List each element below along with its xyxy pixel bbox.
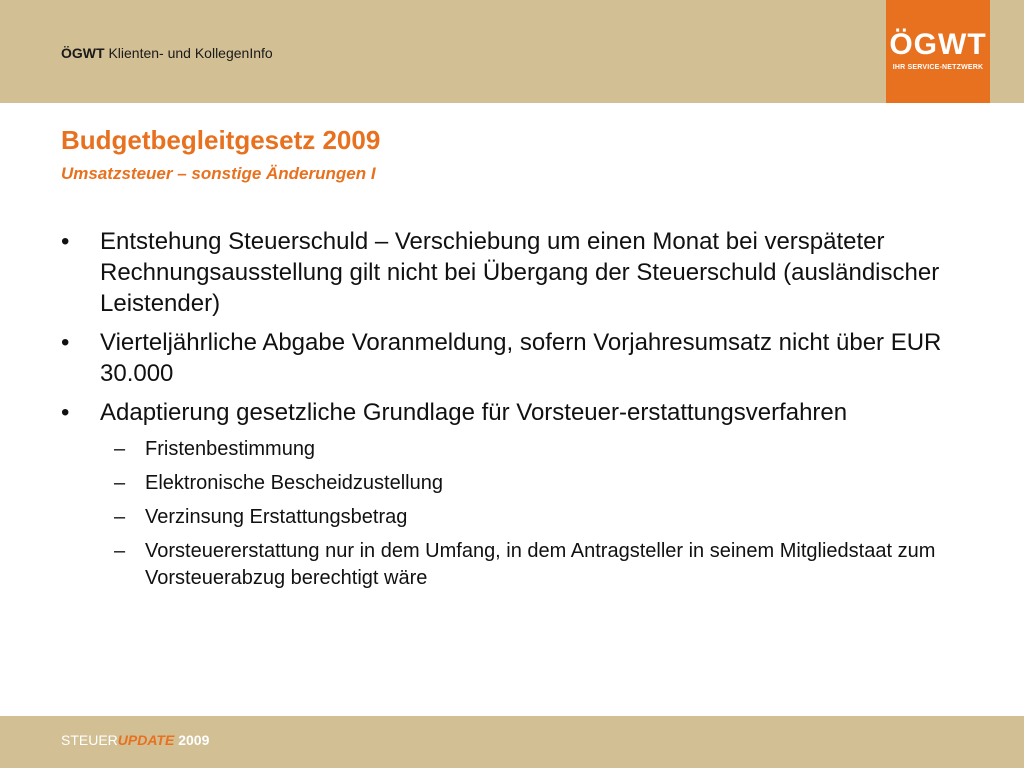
bullet-text: Adaptierung gesetzliche Grundlage für Vorsteuer-erstattungsverfahren bbox=[100, 399, 848, 426]
logo-sub-text: IHR SERVICE-NETZWERK bbox=[892, 64, 984, 71]
footer-part-steuer: STEUER bbox=[61, 732, 118, 748]
sub-marker: – bbox=[114, 506, 126, 528]
bullet-text: Vierteljährliche Abgabe Voranmeldung, sofern Vorjahresumsatz nicht über EUR 30.000 bbox=[100, 329, 942, 387]
sub-marker: – bbox=[114, 438, 126, 460]
bullet-item bbox=[61, 327, 981, 389]
sub-text: Fristenbestimmung bbox=[145, 438, 316, 460]
slide-subtitle: Umsatzsteuer – sonstige Änderungen I bbox=[61, 164, 376, 183]
slide-title: Budgetbegleitgesetz 2009 bbox=[61, 125, 381, 155]
sub-item bbox=[61, 436, 981, 463]
bullet-item bbox=[61, 397, 981, 428]
footer-part-update: UPDATE bbox=[117, 732, 175, 748]
oegwt-logo bbox=[886, 0, 990, 103]
header-text: Klienten- und KollegenInfo bbox=[108, 45, 273, 61]
bullet-marker: • bbox=[61, 329, 70, 356]
sub-item bbox=[61, 470, 981, 497]
sub-marker: – bbox=[114, 540, 126, 562]
sub-marker: – bbox=[114, 472, 126, 494]
footer-label bbox=[61, 732, 209, 748]
header-title bbox=[61, 45, 273, 61]
bullet-marker: • bbox=[61, 399, 70, 426]
logo-main-text: ÖGWT bbox=[889, 28, 987, 61]
sub-item bbox=[61, 538, 981, 592]
bullet-item bbox=[61, 226, 981, 319]
sub-text: Elektronische Bescheidzustellung bbox=[145, 472, 443, 494]
bullet-marker: • bbox=[61, 228, 70, 255]
header-brand: ÖGWT bbox=[61, 45, 105, 61]
sub-text: Verzinsung Erstattungsbetrag bbox=[145, 506, 408, 528]
slide-content bbox=[61, 226, 981, 599]
sub-text: Vorsteuererstattung nur in dem Umfang, in dem Antragsteller in seinem Mitgliedstaat zum Vorsteuerabzug berechtigt wäre bbox=[145, 540, 936, 589]
header-band bbox=[0, 0, 1024, 103]
sub-item bbox=[61, 504, 981, 531]
footer-part-year: 2009 bbox=[174, 732, 210, 748]
footer-band bbox=[0, 716, 1024, 768]
bullet-text: Entstehung Steuerschuld – Verschiebung um einen Monat bei verspäteter Rechnungsausstellung gilt nicht bei Übergang der Steuerschuld (ausländischer Leistender) bbox=[100, 228, 940, 317]
